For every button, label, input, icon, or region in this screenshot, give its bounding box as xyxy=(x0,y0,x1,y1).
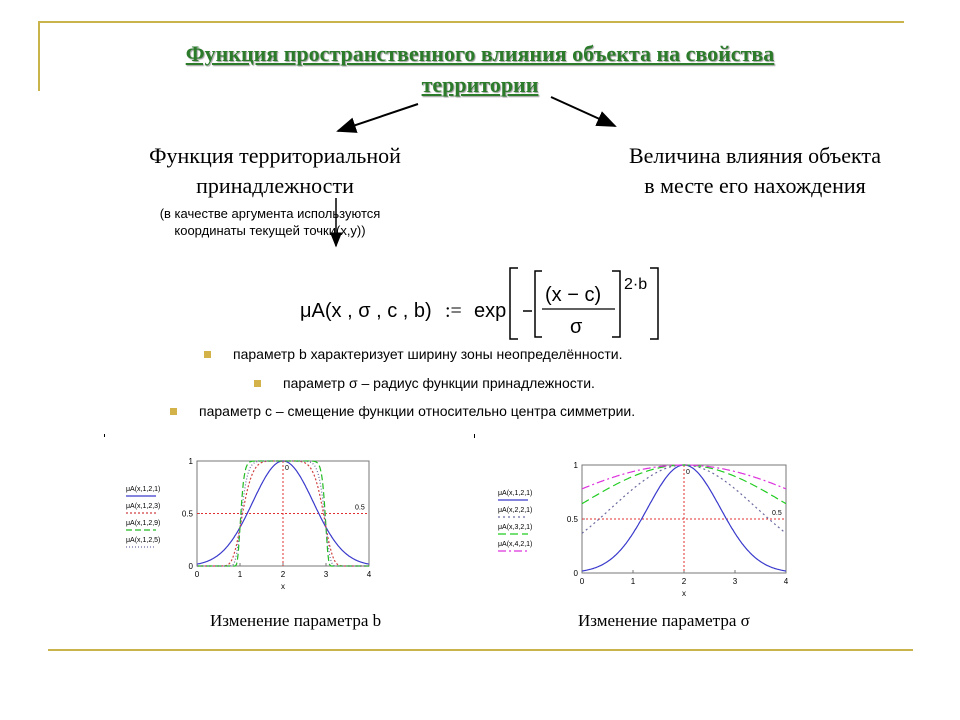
right-heading-line2: в месте его нахождения xyxy=(644,173,866,198)
arrow-left xyxy=(338,104,418,131)
formula-numerator: (x − c) xyxy=(545,284,602,306)
legend-entry: μA(x,1,2,3) xyxy=(126,503,161,510)
x-tick-label: 4 xyxy=(366,570,372,579)
x-tick-label: 4 xyxy=(783,577,789,586)
x-axis-label: x xyxy=(281,582,285,591)
y-tick-label: 0.5 xyxy=(566,515,578,524)
y-tick-label: 0 xyxy=(573,569,578,578)
formula-denominator: σ xyxy=(570,316,583,338)
bullet-text: параметр c – смещение функции относительно центра симметрии. xyxy=(199,403,636,419)
formula-lhs: μA(x , σ , c , b) xyxy=(300,300,432,322)
x-tick-label: 1 xyxy=(237,570,243,579)
arrow-right xyxy=(551,97,615,126)
slide-title-line2: территории xyxy=(421,72,539,97)
x-tick-label: 2 xyxy=(280,570,286,579)
x-tick-label: 0 xyxy=(579,577,585,586)
x-tick-label: 0 xyxy=(194,570,200,579)
legend-entry: μA(x,4,2,1) xyxy=(498,541,533,548)
formula-assign: := xyxy=(445,300,462,322)
slide-title-line1: Функция пространственного влияния объекта на свойства xyxy=(185,41,775,66)
x-axis-label: x xyxy=(682,589,686,598)
left-note xyxy=(110,205,430,239)
bullet-marker xyxy=(170,408,177,415)
y-tick-label: 0 xyxy=(188,562,193,571)
inner-bracket-right xyxy=(612,271,620,337)
inner-bracket-left xyxy=(535,271,542,337)
legend-entry: μA(x,1,2,1) xyxy=(498,490,533,497)
legend-entry: μA(x,2,2,1) xyxy=(498,507,533,514)
divider-tick xyxy=(474,434,475,438)
right-heading-line1: Величина влияния объекта xyxy=(628,143,882,168)
reference-label: 0.5 xyxy=(772,510,782,517)
bullet-text: параметр σ – радиус функции принадлежности. xyxy=(283,375,595,391)
left-note-line1: (в качестве аргумента используются xyxy=(159,206,381,221)
legend-entry: μA(x,3,2,1) xyxy=(498,524,533,531)
bullet-text: параметр b характеризует ширину зоны неопределённости. xyxy=(233,346,623,362)
reference-label: 0 xyxy=(686,469,690,476)
outer-bracket-right xyxy=(650,268,658,339)
y-tick-label: 1 xyxy=(188,457,193,466)
x-tick-label: 1 xyxy=(630,577,636,586)
chart-parameter-b xyxy=(104,437,374,611)
chart-parameter-sigma xyxy=(476,437,814,631)
caption-parameter-b: Изменение параметра b xyxy=(210,611,382,630)
x-tick-label: 2 xyxy=(681,577,687,586)
legend-entry: μA(x,1,2,1) xyxy=(126,486,161,493)
reference-label: 0.5 xyxy=(355,504,365,512)
membership-formula xyxy=(290,265,690,343)
outer-bracket-left xyxy=(510,268,518,339)
x-tick-label: 3 xyxy=(732,577,738,586)
left-heading-line1: Функция территориальной xyxy=(149,143,401,168)
caption-parameter-sigma: Изменение параметра σ xyxy=(578,611,750,630)
bullet-marker xyxy=(254,380,261,387)
bullet-marker xyxy=(204,351,211,358)
left-heading xyxy=(100,141,450,201)
formula-exponent: 2·b xyxy=(624,276,648,293)
bullet-item xyxy=(204,345,622,363)
legend-entry: μA(x,1,2,9) xyxy=(126,520,161,527)
x-tick-label: 3 xyxy=(323,570,329,579)
bullet-item xyxy=(254,374,595,392)
reference-label: 0 xyxy=(285,465,289,472)
left-note-line2: координаты текущей точки(x,y)) xyxy=(174,223,366,238)
bullet-item xyxy=(170,402,635,420)
y-tick-label: 0.5 xyxy=(181,509,193,519)
formula-exp: exp xyxy=(474,300,507,322)
left-heading-line2: принадлежности xyxy=(196,173,354,198)
right-heading xyxy=(580,141,930,201)
legend-entry: μA(x,1,2,5) xyxy=(126,537,161,544)
y-tick-label: 1 xyxy=(573,461,578,470)
